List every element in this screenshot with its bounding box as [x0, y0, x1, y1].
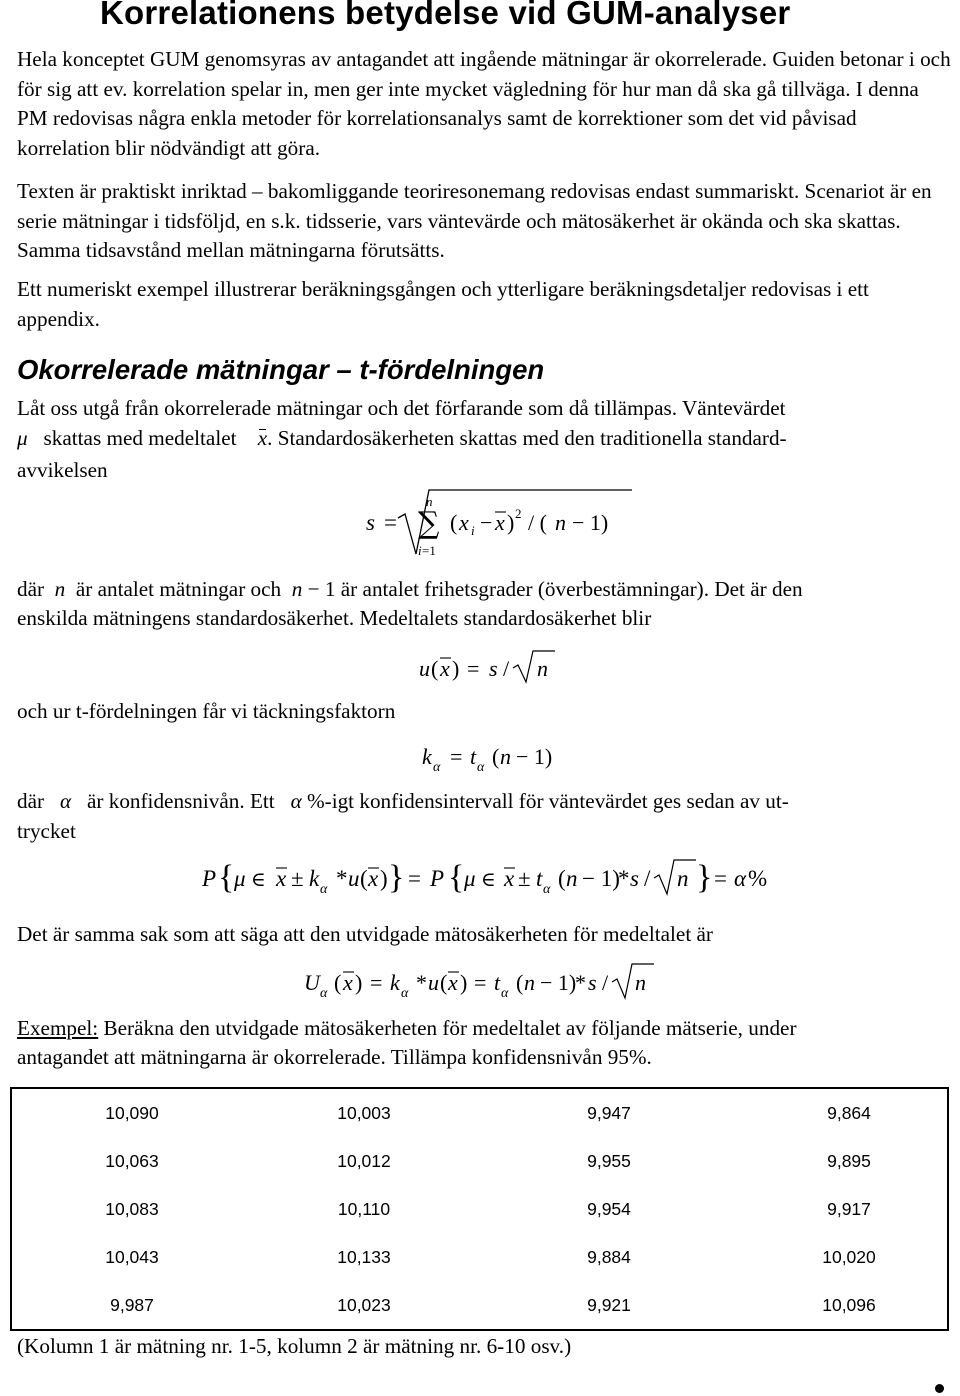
svg-text:x: x: [368, 866, 379, 891]
svg-text:α: α: [734, 866, 747, 891]
svg-text:− 1): − 1): [582, 866, 620, 891]
svg-text:α: α: [543, 882, 551, 897]
svg-text:/: /: [602, 970, 609, 995]
svg-text:∑: ∑: [418, 506, 440, 541]
svg-text:): ): [380, 866, 388, 891]
line-2-text-b: . Standardosäkerheten skattas med den traditionella standard-: [267, 426, 787, 450]
table-cell: 10,083: [105, 1199, 159, 1219]
svg-text:n: n: [635, 970, 646, 995]
line-2-text-a: skattas med medeltalet: [43, 426, 237, 450]
svg-text:n: n: [500, 744, 511, 769]
section-line-8: trycket: [17, 819, 76, 843]
table-cell: 9,917: [827, 1199, 871, 1219]
svg-text:=: =: [474, 970, 487, 995]
svg-text:(: (: [450, 510, 458, 535]
section-line-4: där n är antalet mätningar och n − 1 är antalet frihetsgrader (överbestämningar). Det är den: [17, 577, 803, 601]
svg-text:*: *: [336, 866, 348, 891]
section-heading: Okorrelerade mätningar – t-fördelningen: [17, 354, 545, 385]
svg-text:u: u: [348, 866, 360, 891]
table-cell: 9,864: [827, 1103, 871, 1123]
measurement-table: [10, 1087, 949, 1331]
svg-text:U: U: [304, 970, 320, 995]
svg-text:α: α: [433, 760, 441, 775]
table-row: [12, 1247, 947, 1271]
svg-text:α: α: [320, 882, 328, 897]
svg-text:(: (: [492, 744, 500, 769]
svg-text:=1: =1: [422, 543, 436, 558]
mean-symbol: x: [257, 426, 268, 450]
svg-text:α: α: [477, 760, 485, 775]
svg-text:α: α: [401, 986, 409, 1001]
svg-text:−: −: [480, 510, 493, 535]
svg-text:k: k: [390, 970, 400, 995]
svg-text:i: i: [418, 543, 422, 558]
svg-text:i: i: [471, 523, 475, 538]
section-line-2: [17, 426, 787, 451]
svg-text:}: }: [696, 859, 713, 896]
line-7-text-b: är konfidensnivån. Ett: [86, 789, 275, 813]
svg-text:(: (: [334, 970, 342, 995]
line-7-text-a: där: [17, 789, 45, 813]
table-cell: 10,043: [105, 1247, 159, 1267]
svg-text:±: ±: [518, 866, 531, 891]
svg-text:P: P: [202, 866, 217, 891]
svg-text:x: x: [459, 510, 469, 535]
svg-text:{: {: [448, 859, 465, 896]
table-row: [12, 1151, 947, 1175]
table-footnote: (Kolumn 1 är mätning nr. 1-5, kolumn 2 är mätning nr. 6-10 osv.): [17, 1334, 572, 1358]
table-cell: 10,003: [337, 1103, 391, 1123]
svg-text:n: n: [524, 970, 535, 995]
table-cell: 10,063: [105, 1151, 159, 1171]
table-cell: 10,012: [337, 1151, 391, 1171]
section-line-9: Det är samma sak som att säga att den utvidgade mätosäkerheten för medeltalet är: [17, 922, 713, 946]
svg-text:(: (: [440, 970, 448, 995]
svg-text:=: =: [384, 510, 397, 535]
line-4-text-c: är antalet frihetsgrader (överbestämningar). Det är den: [340, 577, 803, 601]
svg-text:u: u: [428, 970, 439, 995]
svg-text:t: t: [494, 970, 501, 995]
table-cell: 9,987: [110, 1295, 154, 1315]
svg-text:x: x: [440, 656, 450, 681]
example-line-1: [17, 1016, 797, 1041]
svg-text:− 1): − 1): [516, 744, 553, 769]
svg-text:n: n: [426, 494, 433, 509]
svg-text:}: }: [388, 859, 405, 896]
svg-text:2: 2: [515, 506, 522, 521]
svg-text:∈: ∈: [251, 867, 266, 891]
svg-text:n: n: [555, 510, 566, 535]
svg-text:α: α: [320, 986, 328, 1001]
coverage-factor-formula: [420, 740, 580, 780]
bullet-mark: [935, 1384, 944, 1393]
example-line-2: antagandet att mätningarna är okorrelerade. Tillämpa konfidensnivån 95%.: [17, 1045, 652, 1069]
svg-text:%: %: [748, 866, 768, 891]
svg-text:k: k: [422, 744, 432, 769]
svg-text:=: =: [714, 866, 727, 891]
svg-text:x: x: [276, 866, 287, 891]
svg-text:): ): [507, 510, 515, 535]
svg-text:μ: μ: [234, 866, 246, 891]
table-row: [12, 1295, 947, 1319]
svg-text:/ (: / (: [528, 510, 547, 535]
mu-symbol: μ: [17, 426, 28, 450]
svg-text:− 1): − 1): [572, 510, 609, 535]
table-cell: 9,884: [587, 1247, 631, 1267]
table-cell: 9,947: [587, 1103, 631, 1123]
svg-text:s: s: [588, 970, 597, 995]
svg-text:/: /: [503, 656, 510, 681]
table-cell: 9,921: [587, 1295, 631, 1315]
table-row: [12, 1199, 947, 1223]
svg-text:): ): [460, 970, 468, 995]
table-cell: 9,895: [827, 1151, 871, 1171]
svg-text:n: n: [566, 866, 578, 891]
svg-text:t: t: [536, 866, 543, 891]
svg-text:=: =: [467, 656, 480, 681]
table-cell: 9,955: [587, 1151, 631, 1171]
svg-text:=: =: [370, 970, 383, 995]
table-cell: 10,133: [337, 1247, 391, 1267]
svg-text:α: α: [501, 986, 509, 1001]
section-line-3: avvikelsen: [17, 458, 108, 482]
svg-text:k: k: [309, 866, 320, 891]
svg-text:*: *: [575, 970, 586, 995]
svg-text:{: {: [218, 859, 235, 896]
line-4-text-b: är antalet mätningar och: [75, 577, 282, 601]
svg-text:− 1): − 1): [540, 970, 577, 995]
svg-text:t: t: [470, 744, 477, 769]
table-row: [12, 1103, 947, 1127]
std-deviation-formula: [360, 488, 660, 566]
section-line-5: enskilda mätningens standardosäkerhet. Medeltalets standardosäkerhet blir: [17, 606, 652, 630]
expanded-uncertainty-formula: [300, 960, 670, 1004]
svg-text:(: (: [516, 970, 524, 995]
line-7-text-c: %-igt konfidensintervall för väntevärdet ges sedan av ut-: [306, 789, 789, 813]
svg-text:x: x: [448, 970, 458, 995]
svg-text:±: ±: [291, 866, 304, 891]
svg-text:n: n: [677, 866, 689, 891]
svg-text:x: x: [495, 510, 505, 535]
intro-paragraph-3: Ett numeriskt exempel illustrerar beräkningsgången och ytterligare beräkningsdetaljer redovisas i ett appendix.: [17, 277, 869, 331]
svg-text:P: P: [430, 866, 445, 891]
svg-text:(: (: [360, 866, 368, 891]
example-text: Beräkna den utvidgade mätosäkerheten för medeltalet av följande mätserie, under: [98, 1016, 797, 1040]
svg-text:=: =: [408, 866, 421, 891]
intro-paragraph-1: Hela konceptet GUM genomsyras av antagandet att ingående mätningar är okorrelerade. Guiden betonar i och för sig att ev. korrelation spelar in, men ger inte mycket vägledning för hur man då ska gå tillväga. I denna PM redovisas några enkla metoder för korrelationsanalys samt de korrektioner som det vid påvisad korrelation blir nödvändigt att göra.: [17, 47, 951, 160]
svg-text:x: x: [504, 866, 515, 891]
svg-text:s: s: [630, 866, 639, 891]
svg-text:(: (: [558, 866, 566, 891]
section-line-6: och ur t-fördelningen får vi täckningsfaktorn: [17, 699, 396, 723]
table-cell: 10,023: [337, 1295, 391, 1315]
intro-paragraph-2: Texten är praktiskt inriktad – bakomliggande teoriresonemang redovisas endast summariskt. Scenariot är en serie mätningar i tidsföljd, en s.k. tidsserie, vars väntevärde och mätosäkerhet är okända och ska skattas. Samma tidsavstånd mellan mätningarna förutsätts.: [17, 179, 932, 262]
svg-text:): ): [452, 656, 460, 681]
table-cell: 10,090: [105, 1103, 159, 1123]
svg-text:*: *: [416, 970, 427, 995]
example-label: Exempel:: [17, 1016, 99, 1040]
svg-text:x: x: [343, 970, 353, 995]
svg-text:=: =: [450, 744, 463, 769]
line-4-text-a: där: [17, 577, 45, 601]
svg-text:): ): [355, 970, 363, 995]
page-title: Korrelationens betydelse vid GUM-analyser: [100, 0, 791, 31]
svg-text:∈: ∈: [481, 867, 496, 891]
section-line-7: där α är konfidensnivån. Ett α %-igt konfidensintervall för väntevärdet ges sedan av ut-: [17, 789, 789, 813]
table-cell: 10,020: [822, 1247, 876, 1267]
mean-uncertainty-formula: [415, 648, 575, 688]
svg-text:*: *: [618, 866, 630, 891]
svg-text:/: /: [644, 866, 651, 891]
table-cell: 9,954: [587, 1199, 631, 1219]
confidence-interval-formula: [198, 852, 778, 902]
svg-text:u: u: [419, 656, 430, 681]
svg-text:n: n: [537, 656, 548, 681]
section-line-1: Låt oss utgå från okorrelerade mätningar och det förfarande som då tillämpas. Väntevärdet: [17, 396, 786, 420]
svg-text:s: s: [489, 656, 498, 681]
svg-text:μ: μ: [464, 866, 476, 891]
svg-text:s: s: [366, 510, 375, 535]
svg-text:(: (: [431, 656, 439, 681]
table-cell: 10,096: [822, 1295, 876, 1315]
table-cell: 10,110: [337, 1199, 391, 1219]
